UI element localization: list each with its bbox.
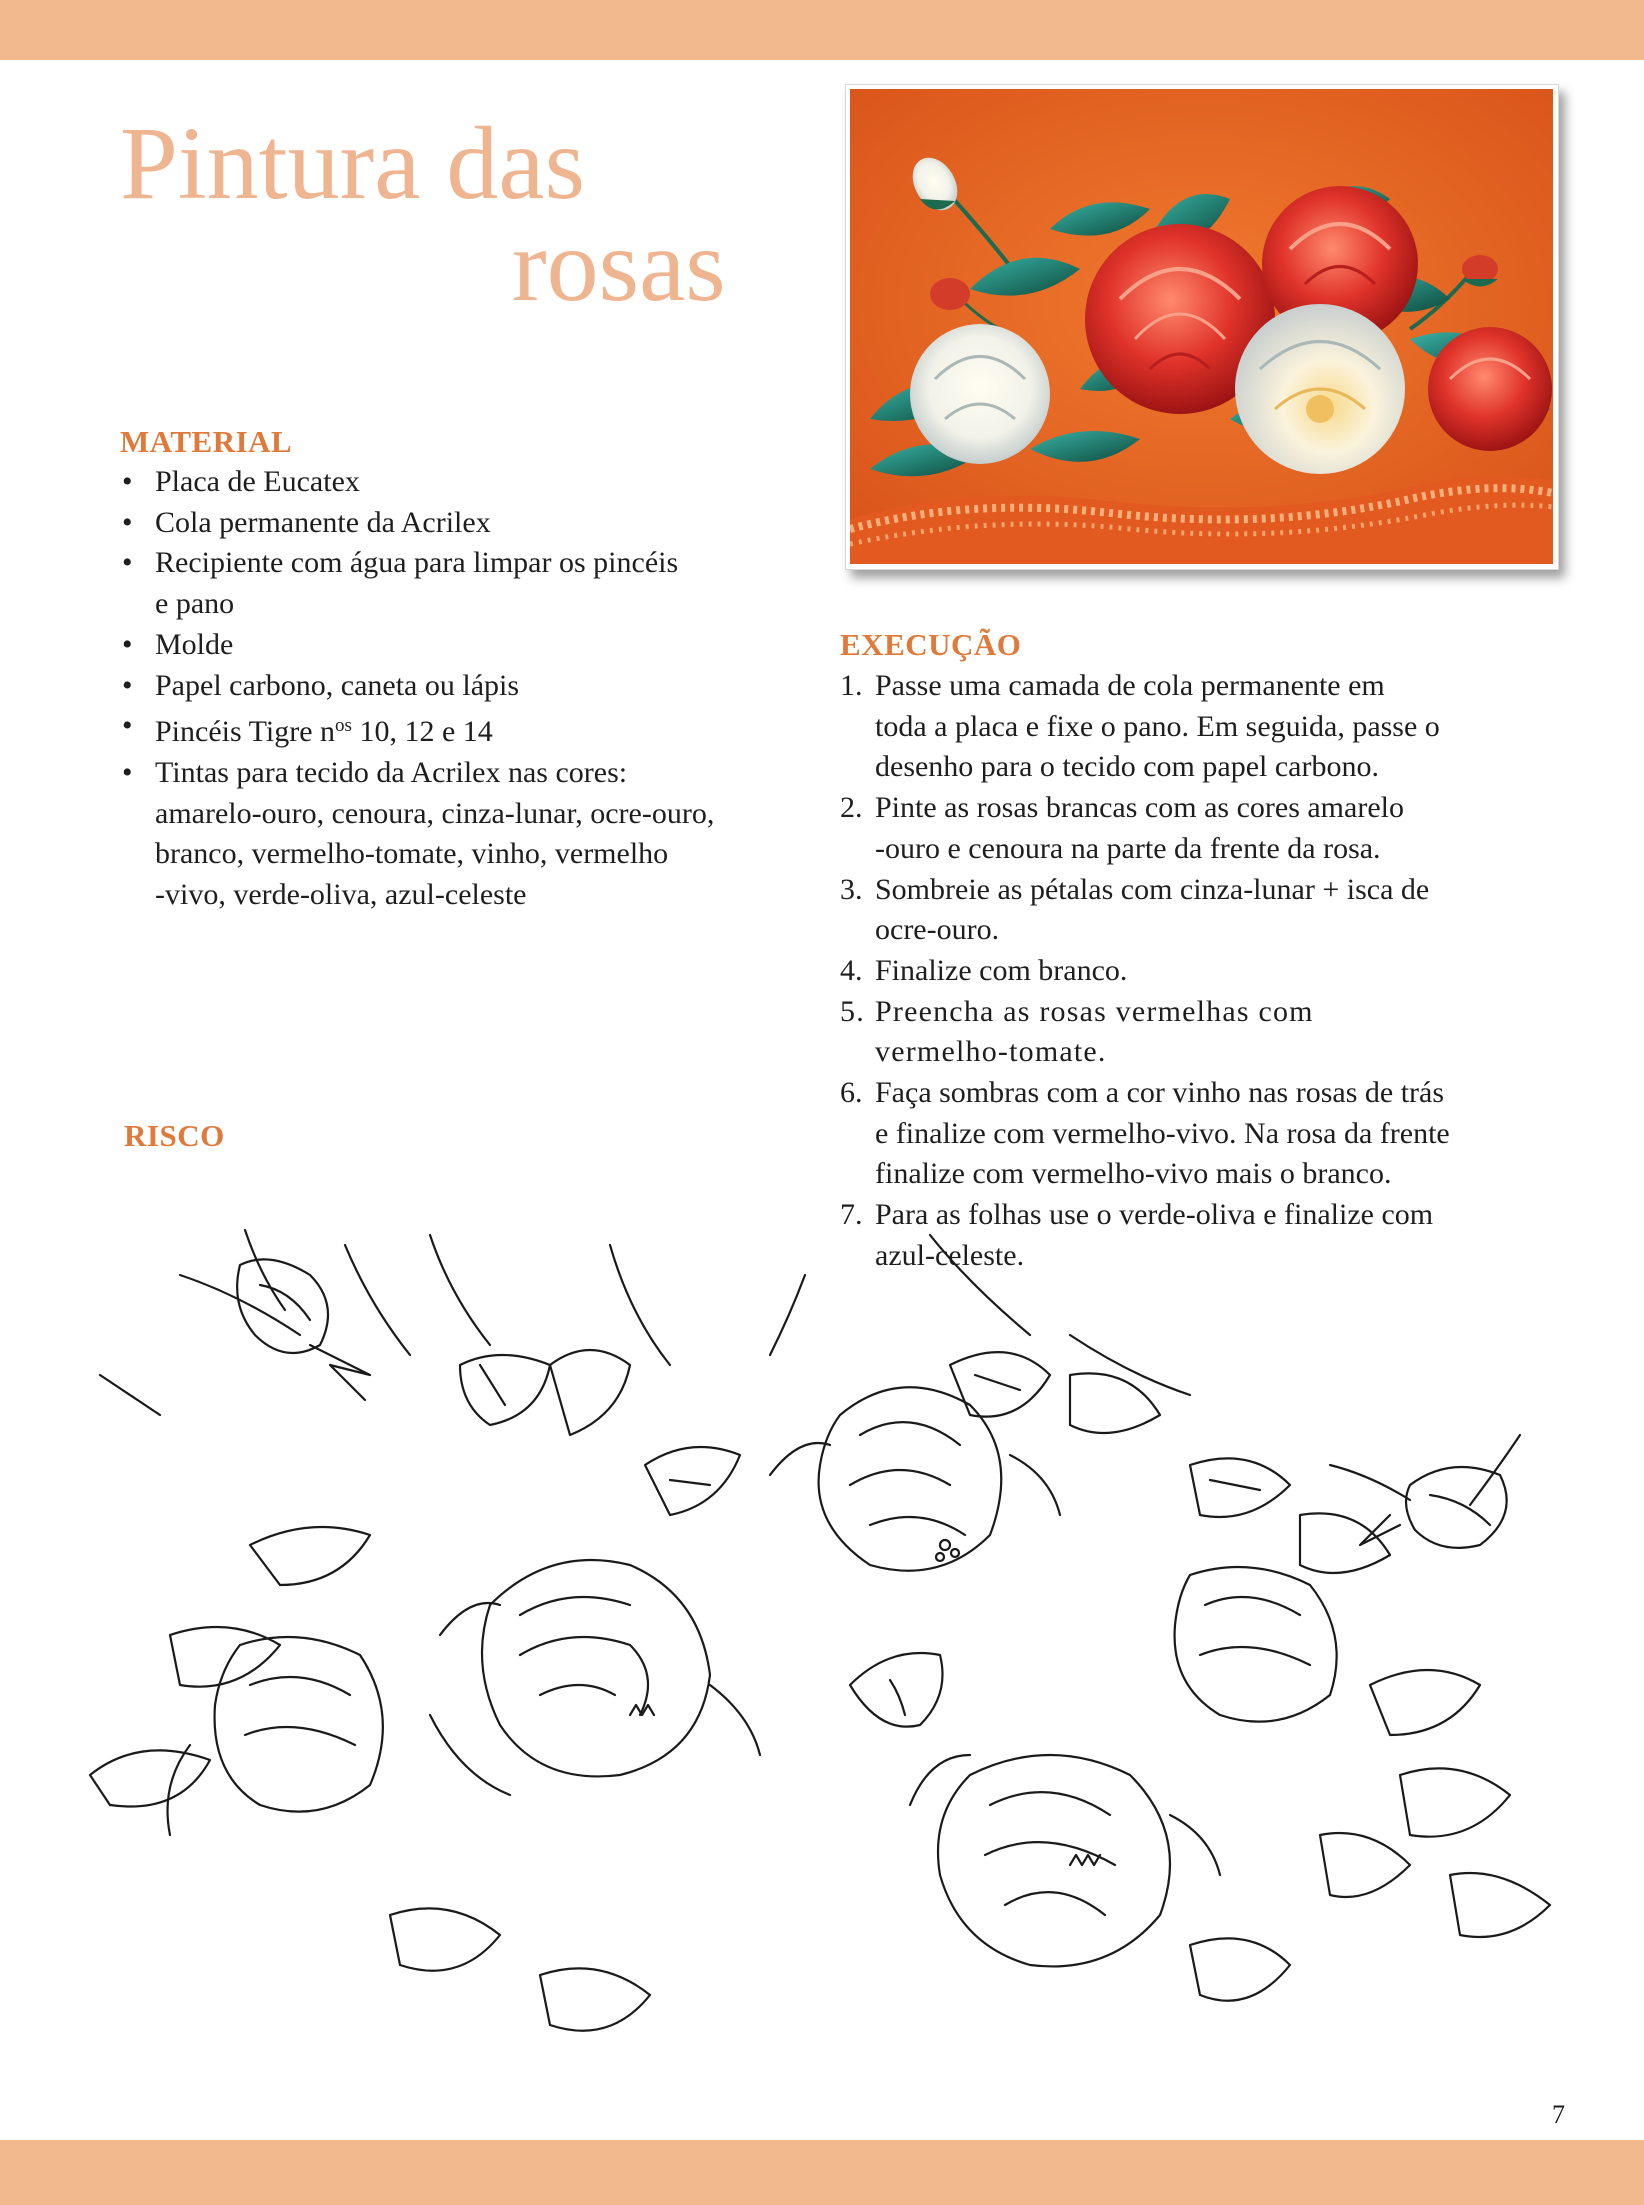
material-item: • Tintas para tecido da Acrilex nas cores: amarelo-ouro, cenoura, cinza-lunar, ocre-ouro, branco, vermelho-tomate, vinho, vermelho -vivo, verde-oliva, azul-celeste [120, 753, 800, 916]
step-item: 3. Sombreie as pétalas com cinza-lunar + isca de ocre-ouro. [840, 872, 1430, 947]
rose-bottom-center-sketch [850, 1653, 1220, 1966]
execucao-heading: EXECUÇÃO [840, 627, 1022, 662]
bottom-color-band [0, 2140, 1644, 2205]
step-item: 6. Faça sombras com a cor vinho nas rosas de trás e finalize com vermelho-vivo. Na rosa da frente finalize com vermelho-vivo mais o branco. [840, 1076, 1450, 1191]
step-item: 4. Finalize com branco. [840, 953, 1128, 987]
painting-photo [845, 84, 1559, 570]
step-item: 1. Passe uma camada de cola permanente em toda a placa e fixe o pano. Em seguida, passe o desenho para o tecido com papel carbono. [840, 669, 1440, 784]
rose-left-sketch [430, 1560, 760, 1795]
rose-top-center-sketch [770, 1387, 1060, 1570]
step-item: 7. Para as folhas use o verde-oliva e finalize com azul-celeste. [840, 1198, 1434, 1272]
rose-far-left-sketch [168, 1637, 383, 1835]
top-color-band [0, 0, 1644, 60]
material-item: • Pincéis Tigre $n^{os}$ 10, 12 e 14 [120, 706, 800, 753]
material-list [120, 462, 800, 916]
material-item: • Recipiente com água para limpar os pincéis e pano [120, 543, 800, 624]
material-item: • Placa de Eucatex [120, 462, 800, 503]
stems-sketch [100, 1230, 1520, 1505]
material-heading: MATERIAL [120, 424, 293, 459]
rose-right-sketch [1175, 1567, 1337, 1722]
execucao-steps [840, 666, 1530, 1277]
step-item: 5. Preencha as rosas vermelhas com vermelho-tomate. [840, 994, 1314, 1069]
material-item: • Papel carbono, caneta ou lápis [120, 666, 800, 707]
page-title-line-2: rosas [512, 208, 726, 323]
page-title-line-1: Pintura das [120, 106, 586, 221]
material-item: • Cola permanente da Acrilex [120, 503, 800, 544]
rose-line-drawing [70, 1215, 1570, 2075]
page-number: 7 [1552, 2100, 1565, 2129]
step-item: 2. Pinte as rosas brancas com as cores amarelo -ouro e cenoura na parte da frente da rosa. [840, 791, 1404, 865]
risco-heading: RISCO [124, 1118, 225, 1153]
buds-sketch [237, 1259, 1507, 1547]
page-title [120, 106, 726, 323]
painted-roses-image [850, 89, 1553, 564]
material-item: • Molde [120, 625, 800, 666]
